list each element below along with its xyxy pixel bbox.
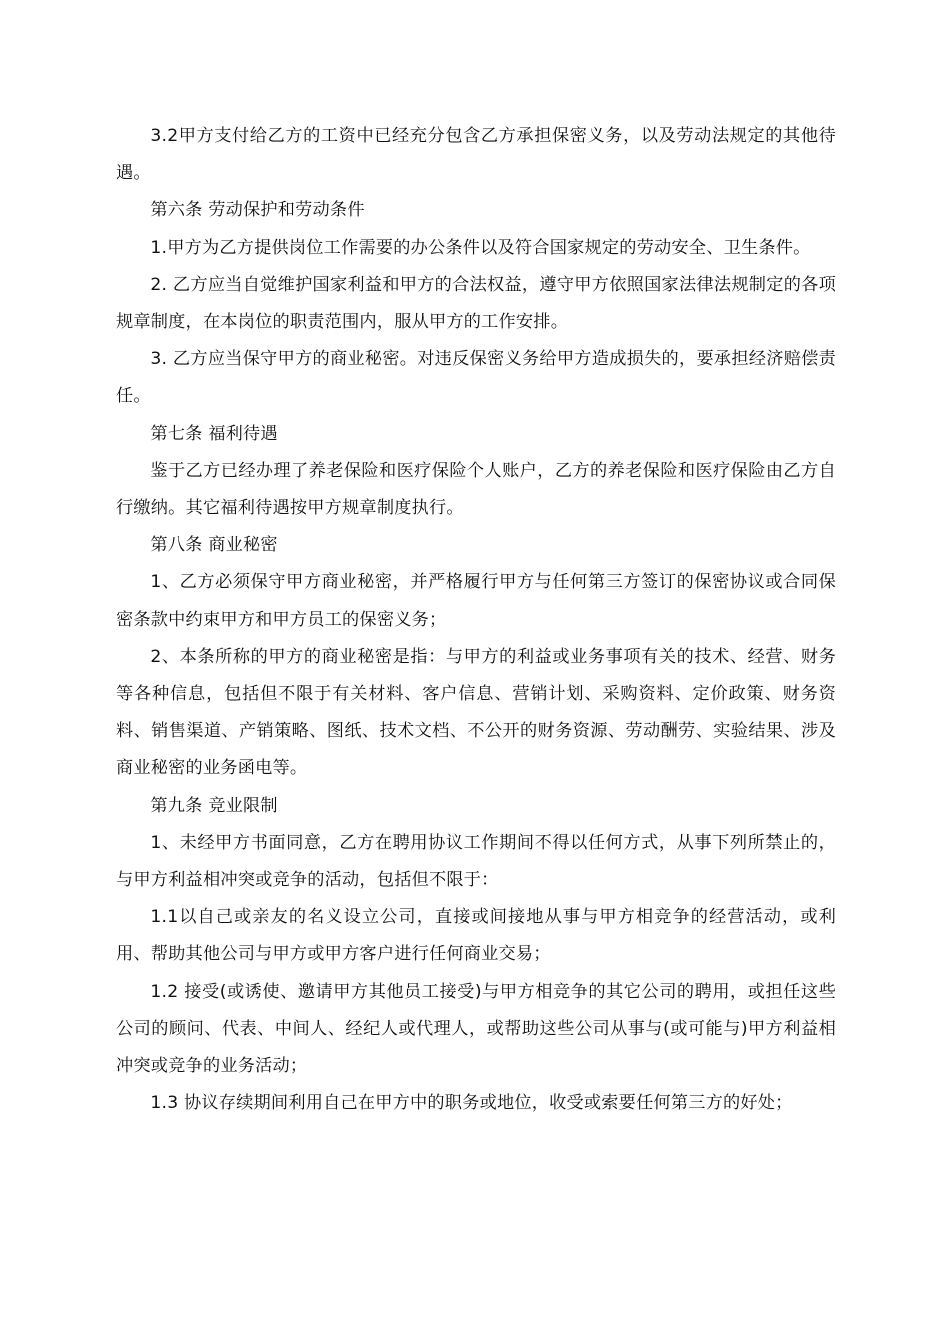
article-8-heading: 第八条 商业秘密 <box>150 535 278 556</box>
paragraph-9-1: 1、未经甲方书面同意，乙方在聘用协议工作期间不得以任何方式，从事下列所禁止的，与甲方利益相冲突或竞争的活动，包括但不限于： <box>116 832 836 891</box>
article-9-heading: 第九条 竞业限制 <box>150 795 278 816</box>
document-page <box>116 118 836 1122</box>
paragraph-6-3: 3. 乙方应当保守甲方的商业秘密。对违反保密义务给甲方造成损失的，要承担经济赔偿责任。 <box>116 349 836 407</box>
paragraph-6-1: 1.甲方为乙方提供岗位工作需要的办公条件以及符合国家规定的劳动安全、卫生条件。 <box>150 237 811 258</box>
paragraph-8-2: 2、本条所称的甲方的商业秘密是指：与甲方的利益或业务事项有关的技术、经营、财务等各种信息，包括但不限于有关材料、客户信息、营销计划、采购资料、定价政策、财务资料、销售渠道、产销策略、图纸、技术文档、不公开的财务资源、劳动酬劳、实验结果、涉及商业秘密的业务函电等。 <box>116 646 836 779</box>
article-6-heading: 第六条 劳动保护和劳动条件 <box>150 200 365 221</box>
article-7-heading: 第七条 福利待遇 <box>150 423 278 444</box>
paragraph-9-1-3: 1.3 协议存续期间利用自己在甲方中的职务或地位，收受或索要任何第三方的好处； <box>150 1093 793 1114</box>
paragraph-3-2-salary: 3.2甲方支付给乙方的工资中已经充分包含乙方承担保密义务，以及劳动法规定的其他待遇。 <box>116 126 836 184</box>
paragraph-9-1-1: 1.1以自己或亲友的名义设立公司，直接或间接地从事与甲方相竞争的经营活动，或利用、帮助其他公司与甲方或甲方客户进行任何商业交易； <box>116 907 836 965</box>
paragraph-9-1-2: 1.2 接受(或诱使、邀请甲方其他员工接受)与甲方相竞争的其它公司的聘用，或担任这些公司的顾问、代表、中间人、经纪人或代理人，或帮助这些公司从事与(或可能与)甲方利益相冲突或竞争的业务活动； <box>116 981 836 1077</box>
paragraph-6-2: 2. 乙方应当自觉维护国家利益和甲方的合法权益，遵守甲方依照国家法律法规制定的各项规章制度，在本岗位的职责范围内，服从甲方的工作安排。 <box>116 274 836 333</box>
paragraph-8-1: 1、乙方必须保守甲方商业秘密，并严格履行甲方与任何第三方签订的保密协议或合同保密条款中约束甲方和甲方员工的保密义务； <box>116 572 836 630</box>
paragraph-7-body: 鉴于乙方已经办理了养老保险和医疗保险个人账户，乙方的养老保险和医疗保险由乙方自行缴纳。其它福利待遇按甲方规章制度执行。 <box>116 460 836 519</box>
